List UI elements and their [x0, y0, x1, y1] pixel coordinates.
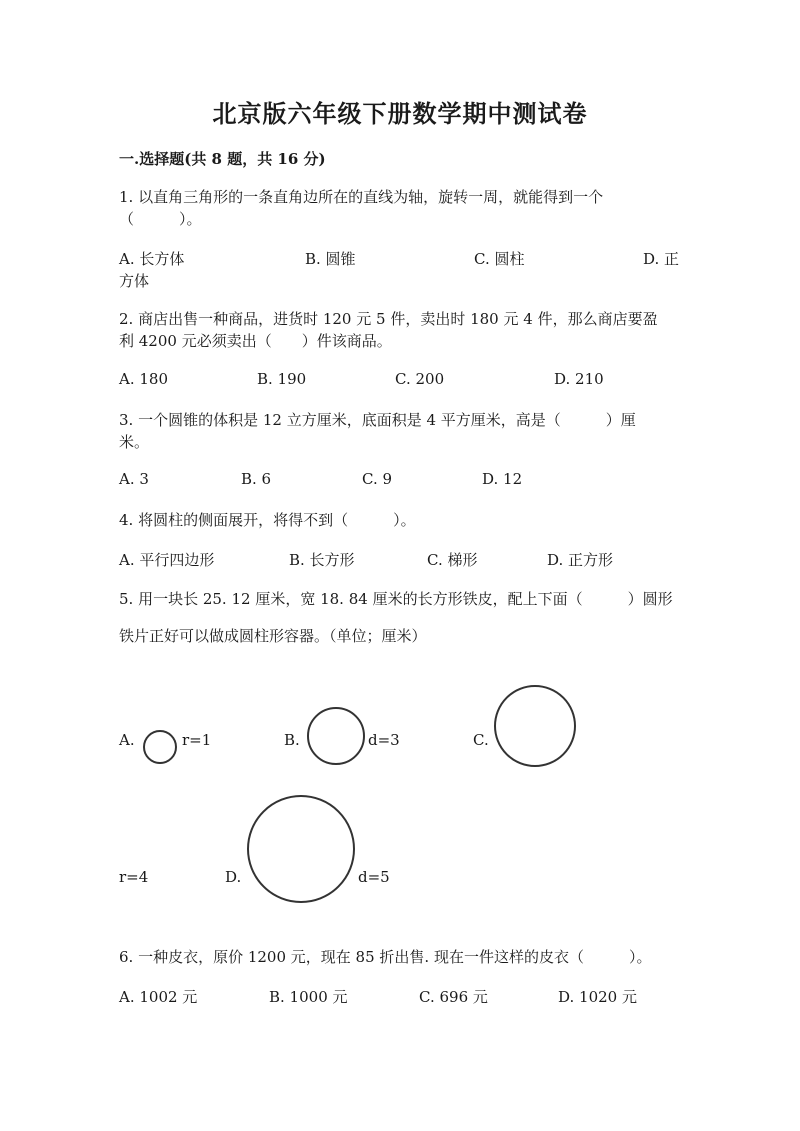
- section-heading: 一.选择题(共 8 题，共 16 分): [119, 150, 326, 168]
- question-4-option-c: C. 梯形: [427, 551, 478, 569]
- question-4-option-b: B. 长方形: [289, 551, 355, 569]
- circle-b-label: B.: [284, 731, 300, 749]
- question-3-text-cont: 米。: [119, 433, 150, 451]
- question-2-option-b: B. 190: [257, 370, 307, 388]
- question-2-option-a: A. 180: [119, 370, 168, 388]
- circle-a-value: r=1: [182, 731, 212, 749]
- question-3-option-b: B. 6: [241, 470, 272, 488]
- question-6-option-c: C. 696 元: [419, 988, 488, 1006]
- circle-b-value: d=3: [368, 731, 400, 749]
- circle-c-shape: [494, 685, 576, 767]
- question-3-option-a: A. 3: [119, 470, 149, 488]
- question-2-text-cont: 利 4200 元必须卖出（ ）件该商品。: [119, 332, 392, 350]
- question-2-option-d: D. 210: [554, 370, 604, 388]
- circle-c-value: r=4: [119, 868, 149, 886]
- page-title: 北京版六年级下册数学期中测试卷: [212, 99, 588, 128]
- question-2-text: 2. 商店出售一种商品，进货时 120 元 5 件，卖出时 180 元 4 件，那么商店要盈: [119, 310, 658, 328]
- circle-d-label: D.: [225, 868, 242, 886]
- question-3-option-d: D. 12: [482, 470, 523, 488]
- question-1-option-d: D. 正: [643, 250, 680, 268]
- circle-c-label: C.: [473, 731, 489, 749]
- question-6-option-a: A. 1002 元: [119, 988, 198, 1006]
- question-1-option-c: C. 圆柱: [474, 250, 525, 268]
- question-6-text: 6. 一种皮衣，原价 1200 元，现在 85 折出售. 现在一件这样的皮衣（ ）。: [119, 948, 652, 966]
- question-3-option-c: C. 9: [362, 470, 393, 488]
- circle-a-shape: [143, 730, 177, 764]
- question-2-option-c: C. 200: [395, 370, 445, 388]
- question-3-text: 3. 一个圆锥的体积是 12 立方厘米，底面积是 4 平方厘米，高是（ ）厘: [119, 411, 636, 429]
- circle-d-value: d=5: [358, 868, 390, 886]
- question-1-option-d-cont: 方体: [119, 272, 150, 290]
- question-1-option-a: A. 长方体: [119, 250, 185, 268]
- circle-a-label: A.: [119, 731, 135, 749]
- circle-b-shape: [307, 707, 365, 765]
- question-6-option-b: B. 1000 元: [269, 988, 348, 1006]
- question-4-text: 4. 将圆柱的侧面展开，将得不到（ ）。: [119, 511, 416, 529]
- question-5-text-cont: 铁片正好可以做成圆柱形容器。（单位；厘米）: [119, 627, 427, 645]
- question-5-text: 5. 用一块长 25. 12 厘米，宽 18. 84 厘米的长方形铁皮，配上下面（ ）圆形: [119, 590, 673, 608]
- circle-d-shape: [247, 795, 355, 903]
- question-4-option-d: D. 正方形: [547, 551, 614, 569]
- question-1-option-b: B. 圆锥: [305, 250, 356, 268]
- question-6-option-d: D. 1020 元: [558, 988, 637, 1006]
- question-1-text: 1. 以直角三角形的一条直角边所在的直线为轴，旋转一周，就能得到一个: [119, 188, 604, 206]
- question-4-option-a: A. 平行四边形: [119, 551, 215, 569]
- question-1-text-cont: （ ）。: [119, 210, 202, 228]
